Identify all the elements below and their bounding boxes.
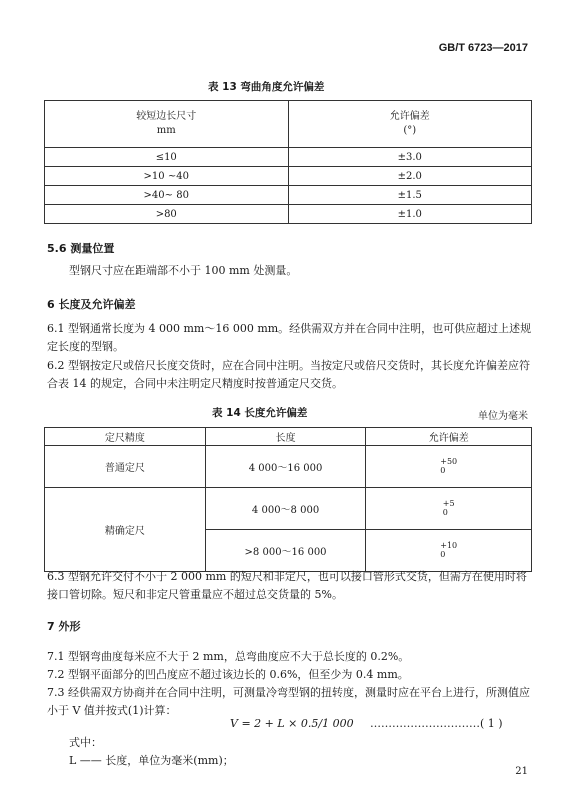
where-label: 式中：: [69, 736, 102, 749]
table-cell-length: 4 000～8 000: [205, 488, 366, 530]
column-header-precision: 定尺精度: [45, 428, 206, 446]
page-number: 21: [515, 766, 528, 777]
column-header-size: [45, 101, 289, 148]
table-row: [45, 167, 532, 186]
table-14-title: 表 14 长度允许偏差: [212, 407, 308, 419]
tolerance-stack: [440, 457, 457, 475]
tolerance-stack: [443, 499, 455, 517]
table-cell-size: >10 ~40: [45, 167, 289, 186]
table-cell-length: 4 000～16 000: [205, 446, 366, 488]
paragraph-5-6: 型钢尺寸应在距端部不小于 100 mm 处测量。: [69, 264, 298, 277]
table-row: [45, 446, 532, 488]
header-label: 允许偏差: [389, 111, 430, 122]
table-cell-tolerance: ±1.0: [288, 205, 532, 224]
section-heading-6: 6 长度及允许偏差: [47, 298, 136, 311]
table-header-row: [45, 101, 532, 148]
standard-number: GB/T 6723—2017: [438, 42, 528, 54]
table-cell-tolerance: ±1.5: [288, 186, 532, 205]
header-unit: (°): [403, 125, 417, 136]
table-cell-tolerance: [366, 446, 532, 488]
table-cell-tolerance: ±2.0: [288, 167, 532, 186]
column-header-tolerance: [288, 101, 532, 148]
table-cell-size: >80: [45, 205, 289, 224]
tolerance-upper: +50: [440, 457, 458, 466]
table-cell-precision: 普通定尺: [45, 446, 206, 488]
header-unit: mm: [156, 125, 176, 136]
paragraph-6-2: 6.2 型钢按定尺或倍尺长度交货时，应在合同中注明。当按定尺或倍尺交货时，其长度允许偏差应符合表 14 的规定，合同中未注明定尺精度时按普通定尺交货。: [47, 359, 530, 390]
tolerance-upper: +10: [440, 541, 458, 550]
tolerance-upper: +5: [442, 499, 455, 508]
tolerance-lower: 0: [442, 508, 448, 517]
table-14: [44, 427, 532, 572]
definition-L: L —— 长度，单位为毫米(mm)；: [69, 754, 234, 767]
table-row: [45, 205, 532, 224]
tolerance-stack: [440, 541, 457, 559]
paragraph-6-1: 6.1 型钢通常长度为 4 000 mm～16 000 mm。经供需双方并在合同中注明，也可供应超过上述规定长度的型钢。: [47, 322, 532, 353]
table-cell-tolerance: [366, 488, 532, 530]
table-cell-size: >40~ 80: [45, 186, 289, 205]
paragraph-6-3: 6.3 型钢允许交付不小于 2 000 mm 的短尺和非定尺，也可以接口管形式交货，但需方在使用时将接口管切除。短尺和非定尺管重量应不超过总交货量的 5%。: [47, 570, 527, 601]
table-cell-tolerance: [366, 530, 532, 572]
table-header-row: [45, 428, 532, 446]
paragraph-7-1: 7.1 型钢弯曲度每米应不大于 2 mm，总弯曲度应不大于总长度的 0.2%。: [47, 650, 410, 663]
table-row: [45, 148, 532, 167]
tolerance-lower: 0: [440, 550, 446, 559]
formula-1: V = 2 + L × 0.5/1 000: [230, 717, 354, 730]
tolerance-lower: 0: [440, 466, 446, 475]
table-14-unit: 单位为毫米: [478, 411, 528, 422]
section-heading-7: 7 外形: [47, 620, 81, 633]
header-label: 较短边长尺寸: [136, 111, 197, 122]
table-cell-size: ≤10: [45, 148, 289, 167]
paragraph-7-2: 7.2 型钢平面部分的凹凸度应不超过该边长的 0.6%，但至少为 0.4 mm。: [47, 668, 409, 681]
paragraph-7-3: 7.3 经供需双方协商并在合同中注明，可测量冷弯型钢的扭转度，测量时应在平台上进行，所测值应小于 V 值并按式(1)计算：: [47, 686, 530, 717]
table-13: [44, 100, 532, 224]
table-13-title: 表 13 弯曲角度允许偏差: [208, 81, 325, 93]
table-row: [45, 186, 532, 205]
table-cell-length: >8 000～16 000: [205, 530, 366, 572]
column-header-tolerance: 允许偏差: [366, 428, 532, 446]
table-row: [45, 488, 532, 530]
section-heading-5-6: 5.6 测量位置: [47, 242, 115, 255]
formula-number: …………………………( 1 ): [370, 717, 503, 730]
table-cell-precision: 精确定尺: [45, 488, 206, 572]
table-cell-tolerance: ±3.0: [288, 148, 532, 167]
column-header-length: 长度: [205, 428, 366, 446]
